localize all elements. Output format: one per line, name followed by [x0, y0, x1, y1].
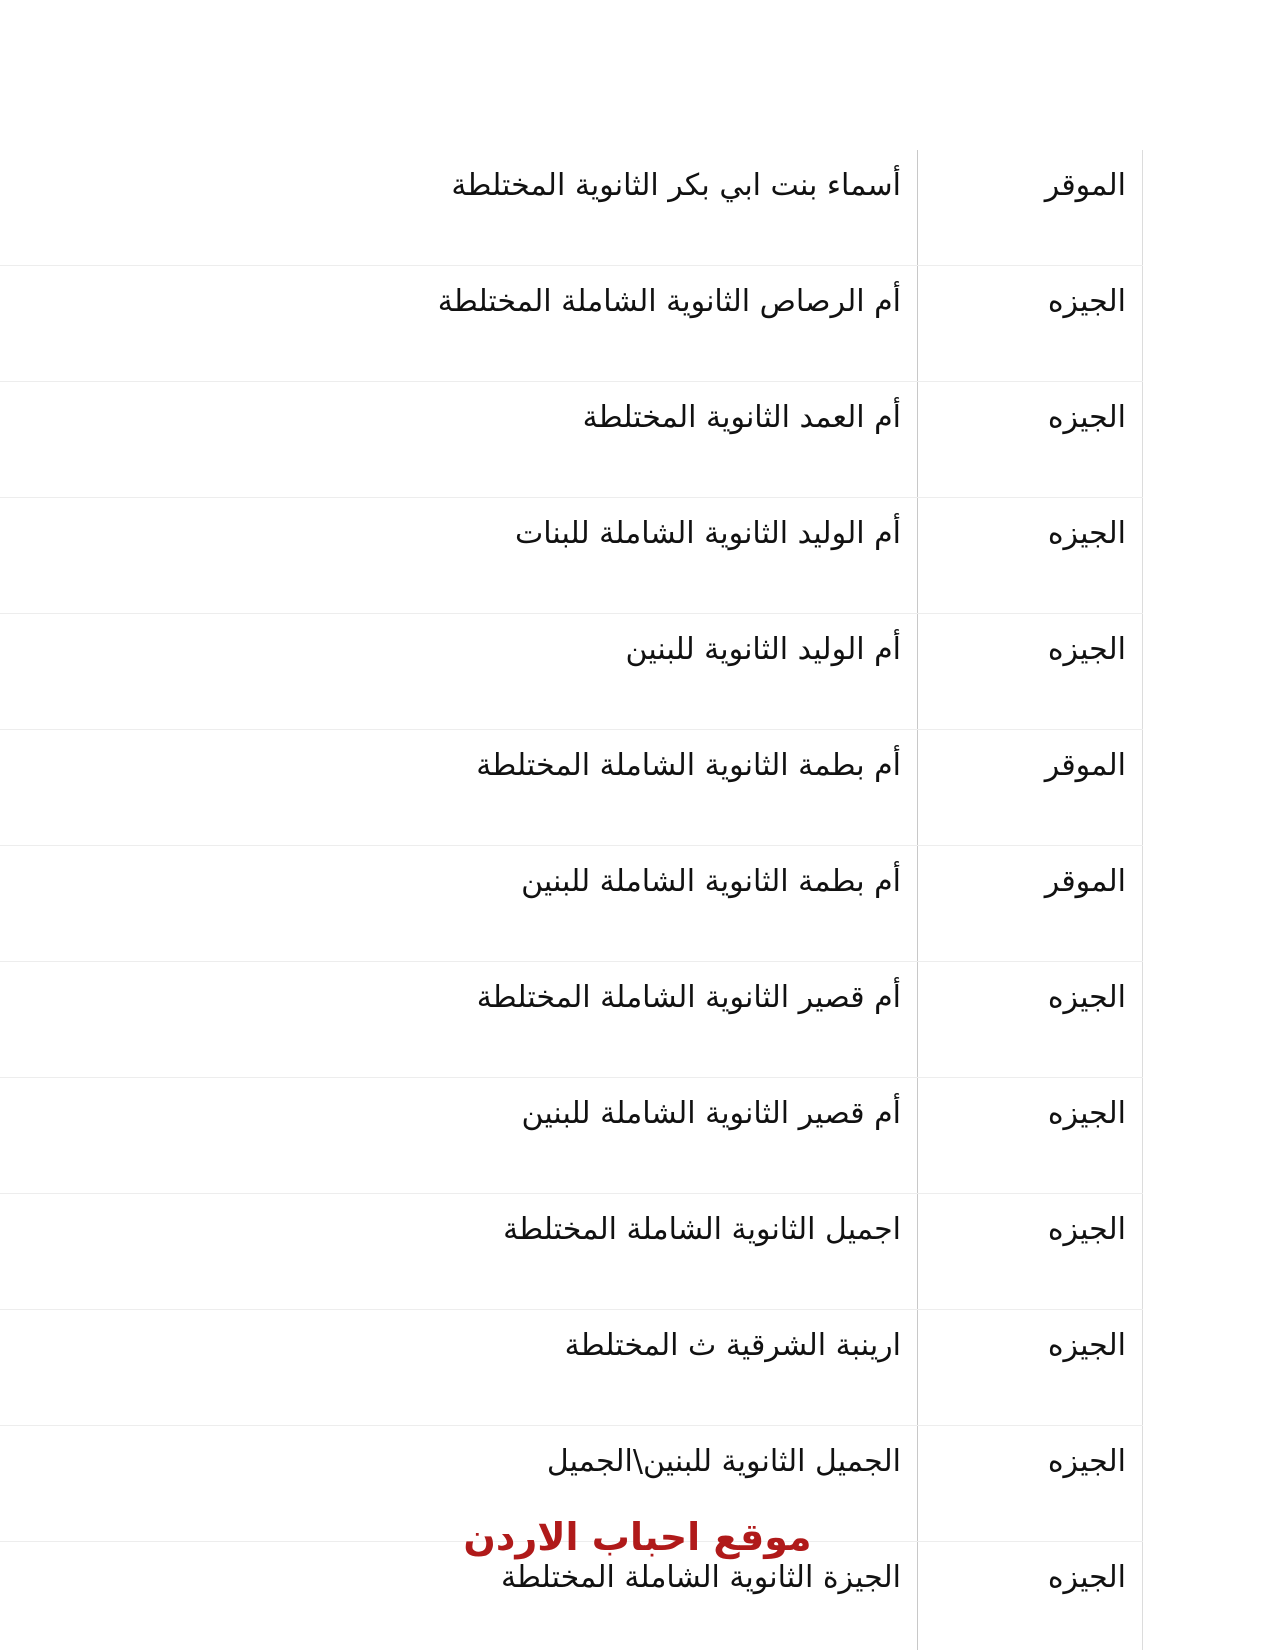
school-name-cell: أم قصير الثانوية الشاملة المختلطة [0, 962, 918, 1078]
school-name-cell: أم بطمة الثانوية الشاملة للبنين [0, 846, 918, 962]
table-row [0, 614, 1143, 730]
table-row [0, 1310, 1143, 1426]
district-cell: الجيزه [918, 266, 1143, 382]
district-cell: الموقر [918, 730, 1143, 846]
schools-table [0, 150, 1143, 1650]
district-cell: الجيزه [918, 1194, 1143, 1310]
school-name-cell: ارينبة الشرقية ث المختلطة [0, 1310, 918, 1426]
school-name-cell: أم الوليد الثانوية للبنين [0, 614, 918, 730]
school-name-cell: الجميل الثانوية للبنين\الجميل [0, 1426, 918, 1542]
district-cell: الموقر [918, 150, 1143, 266]
school-name-cell: أم العمد الثانوية المختلطة [0, 382, 918, 498]
table-row [0, 730, 1143, 846]
district-cell: الجيزه [918, 498, 1143, 614]
district-cell: الجيزه [918, 614, 1143, 730]
school-name-cell: أسماء بنت ابي بكر الثانوية المختلطة [0, 150, 918, 266]
district-cell: الجيزه [918, 1542, 1143, 1650]
table-row [0, 498, 1143, 614]
schools-table-container [0, 150, 1143, 1650]
table-row [0, 150, 1143, 266]
district-cell: الجيزه [918, 1078, 1143, 1194]
district-cell: الجيزه [918, 962, 1143, 1078]
district-cell: الجيزه [918, 1310, 1143, 1426]
district-cell: الجيزه [918, 1426, 1143, 1542]
district-cell: الموقر [918, 846, 1143, 962]
table-row [0, 962, 1143, 1078]
school-name-cell: اجميل الثانوية الشاملة المختلطة [0, 1194, 918, 1310]
school-name-cell: الجيزة الثانوية الشاملة المختلطة [0, 1542, 918, 1650]
site-name-footer: موقع احباب الاردن [463, 1515, 812, 1559]
district-cell: الجيزه [918, 382, 1143, 498]
school-name-cell: أم قصير الثانوية الشاملة للبنين [0, 1078, 918, 1194]
table-row [0, 266, 1143, 382]
table-row [0, 1078, 1143, 1194]
footer [0, 1515, 1275, 1559]
school-name-cell: أم الوليد الثانوية الشاملة للبنات [0, 498, 918, 614]
school-name-cell: أم بطمة الثانوية الشاملة المختلطة [0, 730, 918, 846]
table-row [0, 846, 1143, 962]
table-row [0, 1194, 1143, 1310]
table-row [0, 382, 1143, 498]
school-name-cell: أم الرصاص الثانوية الشاملة المختلطة [0, 266, 918, 382]
